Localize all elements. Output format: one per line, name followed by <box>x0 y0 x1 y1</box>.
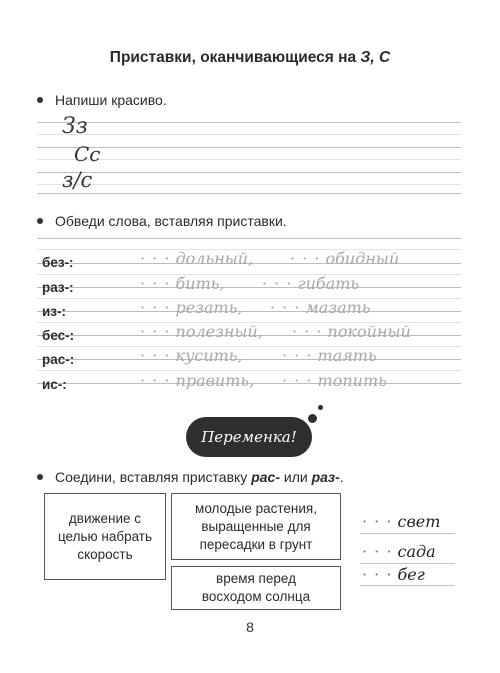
definition-text: движение с целью набрать скорость <box>57 510 153 562</box>
break-badge: Переменка! <box>186 417 312 457</box>
definition-text: время перед восходом солнца <box>201 571 311 604</box>
row-label-is: ис-: <box>42 377 67 392</box>
task-2-instruction <box>37 213 287 229</box>
bullet-icon <box>37 474 43 480</box>
trace-word: · · · полезный, <box>140 322 263 341</box>
answer-line <box>360 563 455 564</box>
answer-word[interactable]: · · · свет <box>362 512 441 531</box>
bullet-icon <box>37 218 43 224</box>
answer-word[interactable]: · · · сада <box>362 542 436 561</box>
trace-word: · · · резать, <box>140 298 243 317</box>
task-2-text: Обведи слова, вставляя приставки. <box>55 213 287 229</box>
definition-box[interactable] <box>171 566 341 610</box>
sample-ss: Сс <box>74 142 101 166</box>
answer-line <box>360 585 455 586</box>
definition-box[interactable] <box>171 493 341 560</box>
task-3-text-end: . <box>339 469 344 485</box>
definition-text: молодые растения, выращенные для пересадки в грунт <box>195 500 317 552</box>
task-3-instruction <box>37 469 344 485</box>
trace-word: · · · покойный <box>292 322 411 341</box>
row-label-ras: рас-: <box>42 352 75 367</box>
trace-word: · · · дольный, <box>140 249 254 268</box>
task-1-text: Напиши красиво. <box>55 92 167 108</box>
prefix-option-raz: раз- <box>311 469 340 485</box>
page-title <box>0 49 500 67</box>
trace-word: · · · обидный <box>290 249 400 268</box>
task-3-text-mid: или <box>280 469 312 485</box>
title-letters: З, С <box>360 49 391 66</box>
answer-word[interactable]: · · · бег <box>362 565 425 584</box>
row-label-bez: без-: <box>42 255 74 270</box>
badge-dot-icon <box>318 405 323 410</box>
row-label-raz: раз-: <box>42 280 74 295</box>
bullet-icon <box>37 97 43 103</box>
writing-lines-1 <box>37 114 461 194</box>
sample-zs: з/с <box>62 168 93 192</box>
trace-word: · · · таять <box>282 346 377 365</box>
page-number: 8 <box>246 619 254 635</box>
trace-word: · · · править, <box>140 371 255 390</box>
prefix-option-ras: рас- <box>251 469 280 485</box>
trace-word: · · · гибать <box>262 274 360 293</box>
task-1-instruction <box>37 92 167 108</box>
sample-zz: Зз <box>62 114 88 139</box>
row-label-bes: бес-: <box>42 328 75 343</box>
badge-dot-icon <box>308 414 317 423</box>
title-text: Приставки, оканчивающиеся на <box>109 49 361 66</box>
definition-box[interactable] <box>44 493 166 580</box>
answer-line <box>360 533 455 534</box>
trace-word: · · · бить, <box>140 274 225 293</box>
trace-word: · · · мазать <box>270 298 371 317</box>
row-label-iz: из-: <box>42 304 67 319</box>
trace-word: · · · кусить, <box>140 346 243 365</box>
task-3-text: Соедини, вставляя приставку <box>55 469 252 485</box>
trace-word: · · · топить <box>282 371 387 390</box>
